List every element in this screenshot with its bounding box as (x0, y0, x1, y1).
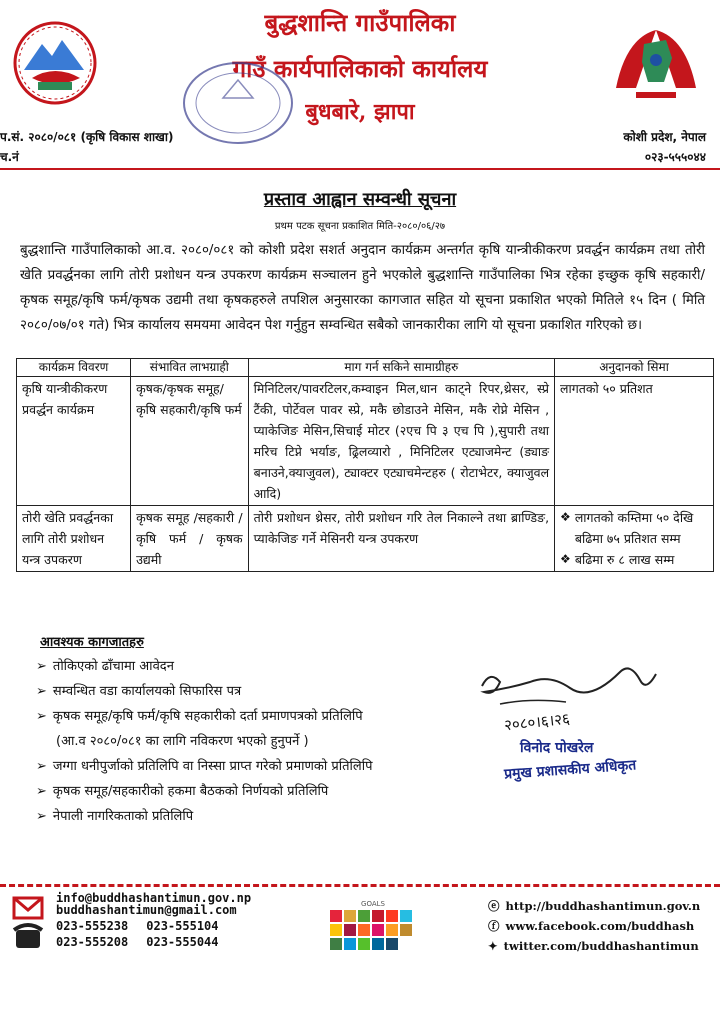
required-docs-title: आवश्यक कागजातहरु (40, 635, 144, 650)
office-address: बुधबारे, झापा (305, 99, 415, 125)
limit-item (560, 549, 708, 570)
province-label: कोशी प्रदेश, नेपाल (623, 130, 706, 144)
column-header: माग गर्न सकिने सामाग्रीहरु (248, 359, 554, 377)
svg-text:GOALS: GOALS (361, 900, 385, 908)
table-row (17, 506, 714, 572)
municipality-name: बुद्धशान्ति गाउँपालिका (264, 8, 456, 37)
list-item-text: सम्वन्धित वडा कार्यालयको सिफारिस पत्र (52, 684, 242, 699)
footer-links (488, 896, 700, 956)
list-item (36, 781, 372, 806)
beneficiary-cell: कृषक/कृषक समूह/कृषि सहकारी/कृषि फर्म (131, 377, 249, 506)
signatory-role: प्रमुख प्रशासकीय अधिकृत (503, 757, 637, 783)
list-item (36, 681, 372, 706)
mail-phone-icon (10, 892, 46, 954)
phone-number: 023-555238 (56, 919, 129, 933)
dispatch-number: च.नं (0, 150, 19, 164)
office-stamp-icon (178, 58, 298, 148)
column-header: अनुदानको सिमा (555, 359, 714, 377)
diamond-bullet-icon: ❖ (560, 552, 571, 566)
arrow-bullet-icon: ➢ (36, 659, 47, 674)
footer-emails (56, 892, 251, 916)
reference-number: प.सं. २०८०/०८१ (कृषि विकास शाखा) (0, 130, 174, 144)
limit-item (560, 507, 708, 549)
twitter-icon: ✦ (488, 939, 498, 953)
header-divider (0, 168, 720, 170)
phone-number: 023-555104 (146, 919, 219, 933)
footer-phones (56, 918, 219, 950)
arrow-bullet-icon: ➢ (36, 784, 47, 799)
arrow-bullet-icon: ➢ (36, 709, 47, 724)
facebook-link[interactable]: www.facebook.com/buddhash (505, 919, 695, 933)
notice-body: बुद्धशान्ति गाउँपालिकाको आ.व. २०८०/०८१ को कोशी प्रदेश सशर्त अनुदान कार्यक्रम अन्तर्गत कृषि यान्त्रीकीकरण प्रवर्द्धन कार्यक्रम तथा तोरी खेति प्रवर्द्धनका लागि तोरी प्रशोधन यन्त्र उपकरण कार्यक्रम सञ्चालन हुने भएकोले बुद्धशान्ति गाउँपालिका भित्र रहेका इच्छुक कृषि सहकारी/कृषक समूह/कृषि फर्म/कृषक उद्यमी तथा कृषकहरुले तपशिल अनुसारका कागजात सहित यो सूचना प्रकाशित भएको मितिले १५ दिन ( मिति २०८०/०७/०१ गते) भित्र कार्यालय समयमा आवेदन पेश गर्नुहुन सम्वन्धित सबैको जानकारीका लागि यो सूचना प्रकाशित गरिएको छ। (20, 243, 705, 333)
footer-divider (0, 884, 720, 887)
limit-cell: लागतको ५० प्रतिशत (555, 377, 714, 506)
arrow-bullet-icon: ➢ (36, 759, 47, 774)
diamond-bullet-icon: ❖ (560, 510, 571, 524)
list-item-text: कृषक समूह/कृषि फर्म/कृषि सहकारीको दर्ता प्रमाणपत्रको प्रतिलिपि (52, 709, 363, 724)
table-row (17, 377, 714, 506)
sdg-goals-icon (328, 898, 418, 956)
required-docs-list (36, 656, 372, 831)
program-cell: कृषि यान्त्रीकीकरण प्रवर्द्धन कार्यक्रम (17, 377, 131, 506)
email-link[interactable]: buddhashantimun@gmail.com (56, 903, 237, 917)
list-item (36, 706, 372, 731)
list-item (36, 731, 372, 756)
notice-title: प्रस्ताव आह्वान सम्वन्धी सूचना (263, 189, 457, 210)
website-link[interactable]: http://buddhashantimun.gov.n (505, 899, 701, 913)
arrow-bullet-icon: ➢ (36, 684, 47, 699)
table-header-row (17, 359, 714, 377)
signatory-name: विनोद पोखरेल (520, 740, 594, 756)
column-header: संभावित लाभग्राही (131, 359, 249, 377)
beneficiary-cell: कृषक समूह /सहकारी /कृषि फर्म / कृषक उद्यमी (131, 506, 249, 572)
office-name: गाउँ कार्यपालिकाको कार्यालय (232, 54, 488, 83)
arrow-bullet-icon: ➢ (36, 809, 47, 824)
list-item (36, 756, 372, 781)
phone-number: 023-555044 (146, 935, 219, 949)
facebook-icon: ⓕ (488, 919, 500, 933)
list-item (36, 806, 372, 831)
list-item-text: कृषक समूह/सहकारीको हकमा बैठकको निर्णयको प्रतिलिपि (52, 784, 329, 799)
limit-cell (555, 506, 714, 572)
email-link[interactable]: info@buddhashantimun.gov.np (56, 891, 252, 905)
items-cell: तोरी प्रशोधन थ्रेसर, तोरी प्रशोधन गरि तेल निकाल्ने तथा ब्राण्डिङ, प्याकेजिङ गर्ने मेसिनरी यन्त्र उपकरण (248, 506, 554, 572)
list-item-text: तोकिएको ढाँचामा आवेदन (52, 659, 174, 674)
web-icon: ⓔ (488, 899, 500, 913)
column-header: कार्यक्रम विवरण (17, 359, 131, 377)
list-item-text: नेपाली नागरिकताको प्रतिलिपि (52, 809, 194, 824)
office-phone: ०२३-५५५०४४ (644, 150, 706, 164)
notice-subtitle: प्रथम पटक सूचना प्रकाशित मिति-२०८०/०६/२७ (274, 221, 446, 232)
limit-text: लागतको कम्तिमा ५० देखि बढिमा ७५ प्रतिशत सम्म (574, 510, 694, 546)
list-item-text: जग्गा धनीपुर्जाको प्रतिलिपि वा निस्सा प्राप्त गरेको प्रमाणको प्रतिलिपि (52, 759, 373, 774)
limit-text: बढिमा रु ८ लाख सम्म (574, 552, 675, 567)
program-table (16, 358, 714, 572)
phone-number: 023-555208 (56, 935, 129, 949)
list-item (36, 656, 372, 681)
twitter-link[interactable]: twitter.com/buddhashantimun (503, 939, 699, 953)
municipality-logo-icon (606, 18, 706, 114)
signature-date: २०८०।६।२६ (503, 709, 571, 735)
program-cell: तोरी खेति प्रवर्द्धनका लागि तोरी प्रशोधन यन्त्र उपकरण (17, 506, 131, 572)
list-item-text: (आ.व २०८०/०८१ का लागि नविकरण भएको हुनुपर्ने ) (56, 734, 309, 749)
items-cell: मिनिटिलर/पावरटिलर,कम्वाइन मिल,धान काट्ने रिपर,थ्रेसर, स्प्रे टैंकी, पोर्टेवल पावर स्प्रे, मकै छोडाउने मेसिन, मकै रोप्ने मेसिन , प्याकेजिङ मेसिन,सिचाई मोटर (२एच पि ३ एच पि ),सुपारी तथा मरिच टिप्ने भर्याङ, ढ्रिलव्यारो , मिनिटिलर एट्याजमेन्ट (ड्याङ बनाउने,क्याजुवल), ट्याक्टर एट्याचमेन्टहरु ( रोटाभेटर, क्याजुवल आदि) (248, 377, 554, 506)
